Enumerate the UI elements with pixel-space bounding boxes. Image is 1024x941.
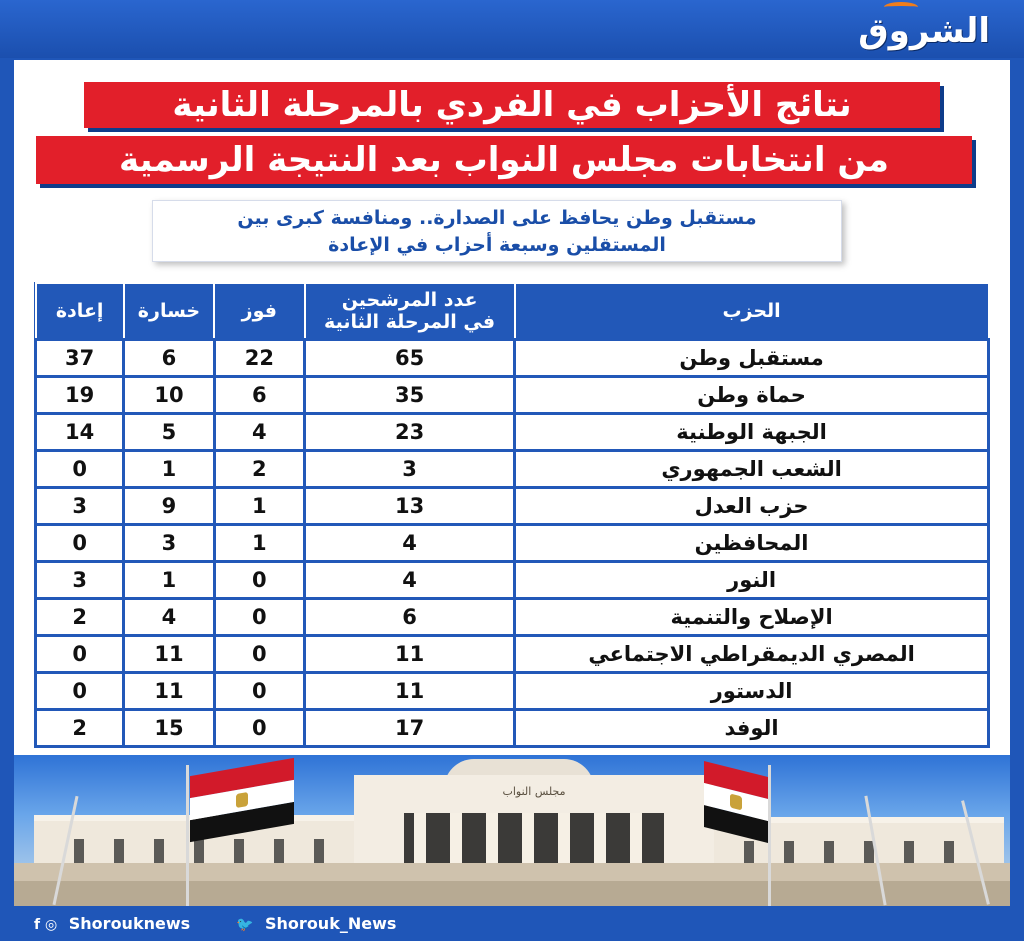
shorouk-logo	[858, 6, 990, 56]
rerun-cell: 37	[36, 339, 124, 376]
building-steps	[14, 881, 1010, 906]
logo-text: الشروق	[858, 11, 990, 51]
wins-cell: 0	[214, 672, 304, 709]
footer-handle-right: Shorouk_News	[265, 914, 397, 933]
rerun-cell: 0	[36, 672, 124, 709]
party-cell: الشعب الجمهوري	[515, 450, 989, 487]
rerun-cell: 19	[36, 376, 124, 413]
losses-cell: 3	[124, 524, 214, 561]
candidates-cell: 11	[305, 672, 515, 709]
parliament-building-image	[14, 755, 1010, 906]
losses-cell: 1	[124, 561, 214, 598]
party-cell: مستقبل وطن	[515, 339, 989, 376]
facebook-instagram-icon: f ◎	[34, 917, 58, 933]
rerun-cell: 0	[36, 450, 124, 487]
table-row	[36, 376, 989, 413]
party-cell: المصري الديمقراطي الاجتماعي	[515, 635, 989, 672]
header-candidates-line-1: عدد المرشحين	[341, 288, 478, 311]
candidates-cell: 3	[305, 450, 515, 487]
party-cell: الجبهة الوطنية	[515, 413, 989, 450]
wins-cell: 4	[214, 413, 304, 450]
losses-cell: 6	[124, 339, 214, 376]
table-row	[36, 709, 989, 746]
headline-line-1: نتائج الأحزاب في الفردي بالمرحلة الثانية	[84, 82, 940, 128]
wins-cell: 22	[214, 339, 304, 376]
wins-cell: 0	[214, 561, 304, 598]
rerun-cell: 0	[36, 635, 124, 672]
building-sign: مجلس النواب	[502, 785, 566, 798]
wins-cell: 1	[214, 524, 304, 561]
building-window	[74, 839, 84, 865]
header-candidates-line-2: في المرحلة الثانية	[324, 310, 496, 333]
candidates-cell: 23	[305, 413, 515, 450]
table-row	[36, 561, 989, 598]
wins-cell: 0	[214, 635, 304, 672]
rerun-cell: 2	[36, 598, 124, 635]
table-row	[36, 487, 989, 524]
table-row	[36, 413, 989, 450]
losses-cell: 9	[124, 487, 214, 524]
twitter-icon: 🐦	[236, 917, 254, 933]
candidates-cell: 17	[305, 709, 515, 746]
flag-pole	[768, 765, 771, 906]
headline-line-2: من انتخابات مجلس النواب بعد النتيجة الرسمية	[36, 136, 972, 184]
building-window	[154, 839, 164, 865]
rerun-cell: 0	[36, 524, 124, 561]
party-cell: المحافظين	[515, 524, 989, 561]
building-window	[234, 839, 244, 865]
logo-swoosh-icon	[884, 2, 918, 12]
rerun-cell: 14	[36, 413, 124, 450]
party-cell: الإصلاح والتنمية	[515, 598, 989, 635]
candidates-cell: 11	[305, 635, 515, 672]
party-cell: حماة وطن	[515, 376, 989, 413]
candidates-cell: 13	[305, 487, 515, 524]
losses-cell: 4	[124, 598, 214, 635]
table-header-row	[36, 283, 989, 339]
subtitle-line-1: مستقبل وطن يحافظ على الصدارة.. ومنافسة كبرى بين	[237, 207, 757, 229]
footer-twitter[interactable]	[236, 914, 396, 934]
wins-cell: 0	[214, 598, 304, 635]
party-cell: حزب العدل	[515, 487, 989, 524]
wins-cell: 1	[214, 487, 304, 524]
table-row	[36, 635, 989, 672]
party-cell: الوفد	[515, 709, 989, 746]
eagle-icon	[236, 792, 248, 808]
header-rerun: إعادة	[36, 283, 124, 339]
candidates-cell: 6	[305, 598, 515, 635]
footer-facebook-instagram[interactable]	[34, 914, 190, 934]
table-row	[36, 524, 989, 561]
table-row	[36, 450, 989, 487]
table-row	[36, 598, 989, 635]
subtitle-line-2: المستقلين وسبعة أحزاب في الإعادة	[328, 234, 666, 256]
header-candidates	[305, 283, 515, 339]
table-row	[36, 672, 989, 709]
rerun-cell: 3	[36, 561, 124, 598]
party-cell: الدستور	[515, 672, 989, 709]
eagle-icon	[730, 794, 742, 811]
candidates-cell: 4	[305, 561, 515, 598]
building-window	[114, 839, 124, 865]
party-cell: النور	[515, 561, 989, 598]
losses-cell: 15	[124, 709, 214, 746]
losses-cell: 1	[124, 450, 214, 487]
building-window	[274, 839, 284, 865]
candidates-cell: 35	[305, 376, 515, 413]
losses-cell: 5	[124, 413, 214, 450]
wins-cell: 2	[214, 450, 304, 487]
losses-cell: 11	[124, 672, 214, 709]
wins-cell: 6	[214, 376, 304, 413]
results-table	[34, 282, 990, 748]
candidates-cell: 4	[305, 524, 515, 561]
top-bar	[0, 0, 1024, 58]
losses-cell: 11	[124, 635, 214, 672]
footer-bar	[0, 906, 1024, 941]
building-window	[194, 839, 204, 865]
footer-handle-left: Shorouknews	[68, 914, 191, 933]
flag-pole	[186, 765, 189, 906]
candidates-cell: 65	[305, 339, 515, 376]
rerun-cell: 2	[36, 709, 124, 746]
header-losses: خسارة	[124, 283, 214, 339]
header-party: الحزب	[515, 283, 989, 339]
losses-cell: 10	[124, 376, 214, 413]
subtitle-box	[152, 200, 842, 262]
table-row	[36, 339, 989, 376]
rerun-cell: 3	[36, 487, 124, 524]
building-window	[314, 839, 324, 865]
wins-cell: 0	[214, 709, 304, 746]
header-wins: فوز	[214, 283, 304, 339]
